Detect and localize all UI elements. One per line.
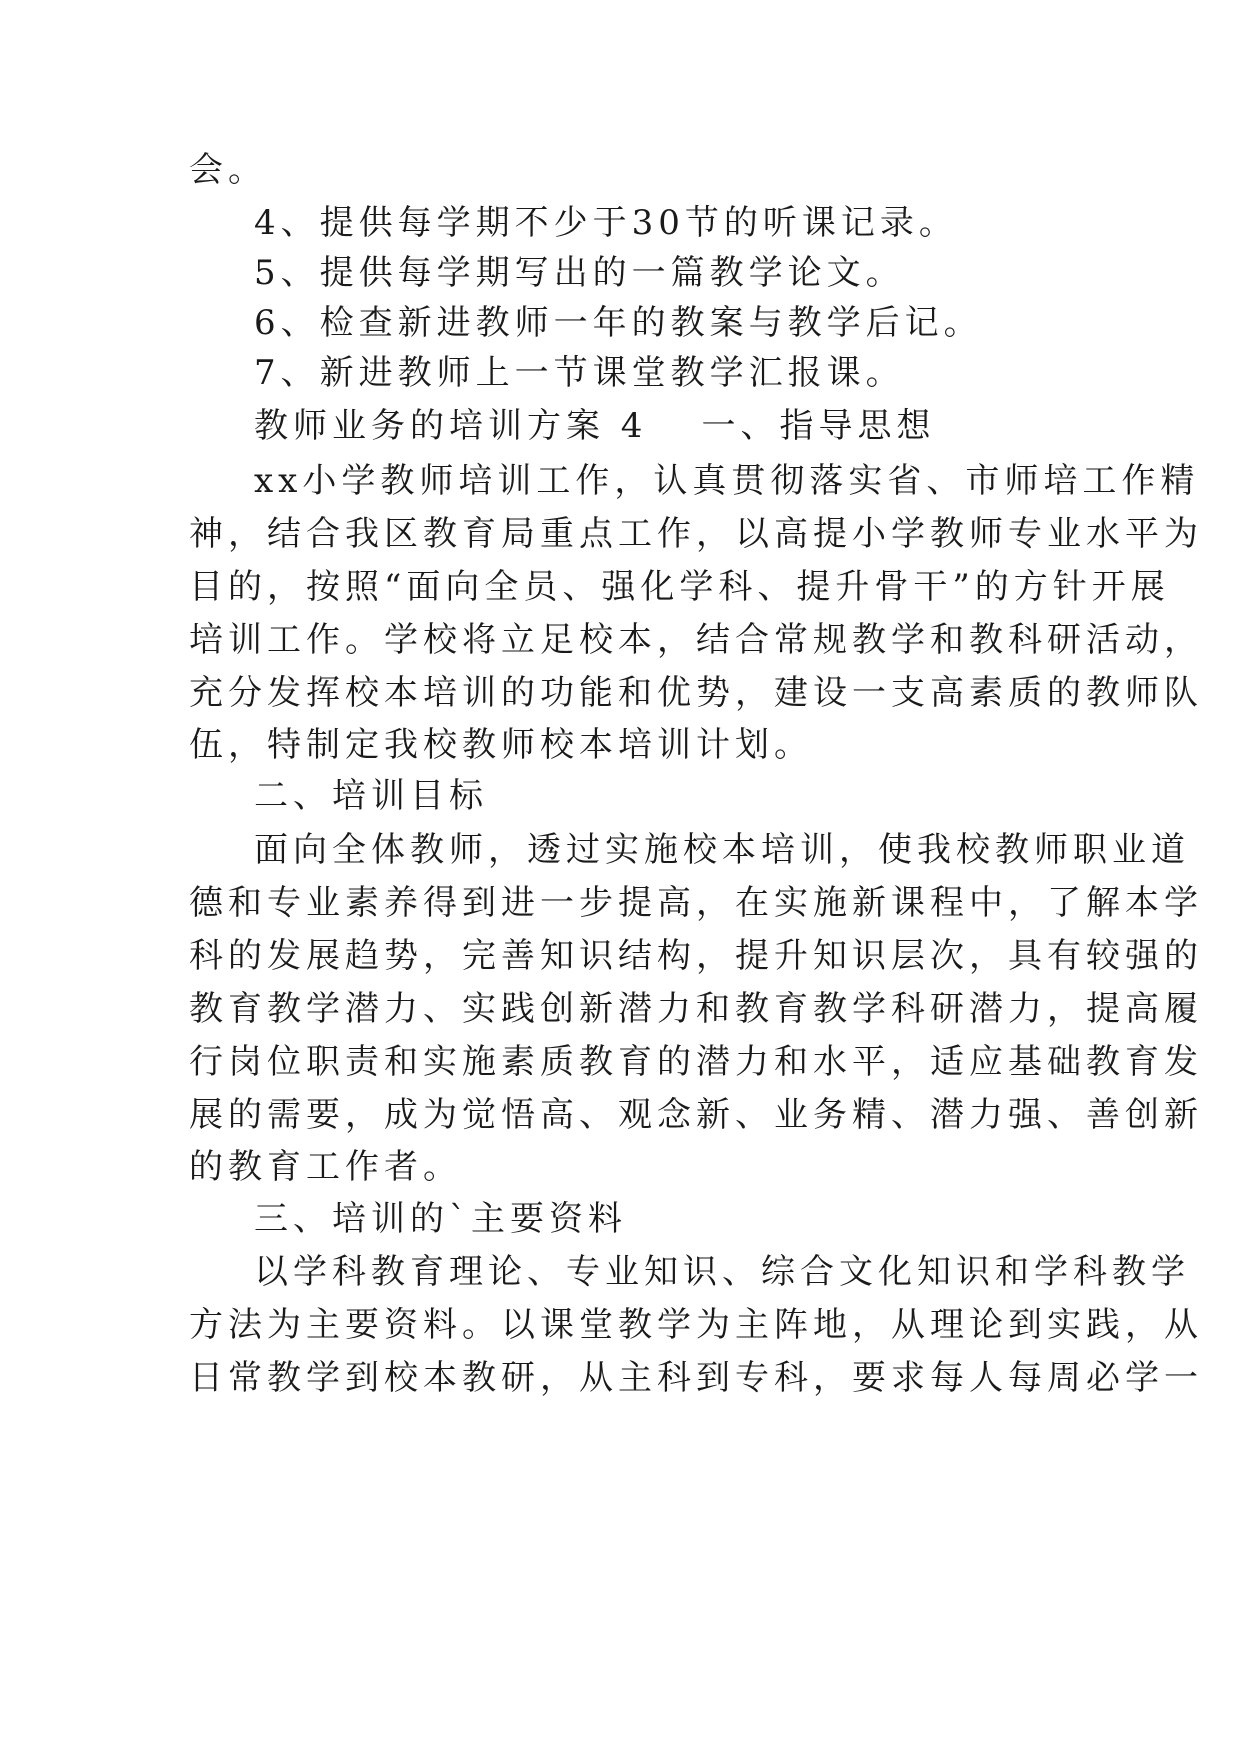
paragraph-line: 德和专业素养得到进一步提高，在实施新课程中，了解本学 [189,883,1203,923]
text-line: 会。 [189,150,267,190]
paragraph-line: 目的，按照“面向全员、强化学科、提升骨干”的方针开展 [189,567,1170,607]
paragraph-line: 行岗位职责和实施素质教育的潜力和水平，适应基础教育发 [189,1042,1203,1082]
paragraph-line: 伍，特制定我校教师校本培训计划。 [189,725,813,765]
paragraph-line: 面向全体教师，透过实施校本培训，使我校教师职业道 [254,830,1190,870]
paragraph-line: 科的发展趋势，完善知识结构，提升知识层次，具有较强的 [189,936,1203,976]
list-item: 4、提供每学期不少于30节的听课记录。 [254,203,958,243]
section-heading: 三、培训的`主要资料 [254,1199,627,1239]
section-heading-line [254,406,935,446]
section-heading: 一、指导思想 [701,406,936,446]
paragraph-line: 方法为主要资料。以课堂教学为主阵地，从理论到实践，从 [189,1305,1203,1345]
list-item: 5、提供每学期写出的一篇教学论文。 [254,253,905,293]
paragraph-line: 日常教学到校本教研，从主科到专科，要求每人每周必学一 [189,1358,1203,1398]
paragraph-line: xx小学教师培训工作，认真贯彻落实省、市师培工作精 [254,461,1200,501]
section-heading: 二、培训目标 [254,776,488,816]
paragraph-line: 充分发挥校本培训的功能和优势，建设一支高素质的教师队 [189,673,1203,713]
paragraph-line: 神，结合我区教育局重点工作，以高提小学教师专业水平为 [189,514,1203,554]
paragraph-line: 教育教学潜力、实践创新潜力和教育教学科研潜力，提高履 [189,989,1203,1029]
paragraph-line: 以学科教育理论、专业知识、综合文化知识和学科教学 [254,1252,1190,1292]
paragraph-line: 的教育工作者。 [189,1147,462,1187]
document-title: 教师业务的培训方案 4 [254,406,648,446]
list-item: 6、检查新进教师一年的教案与教学后记。 [254,303,983,343]
list-item: 7、新进教师上一节课堂教学汇报课。 [254,353,905,393]
paragraph-line: 展的需要，成为觉悟高、观念新、业务精、潜力强、善创新 [189,1095,1203,1135]
paragraph-line: 培训工作。学校将立足校本，结合常规教学和教科研活动， [189,620,1203,660]
